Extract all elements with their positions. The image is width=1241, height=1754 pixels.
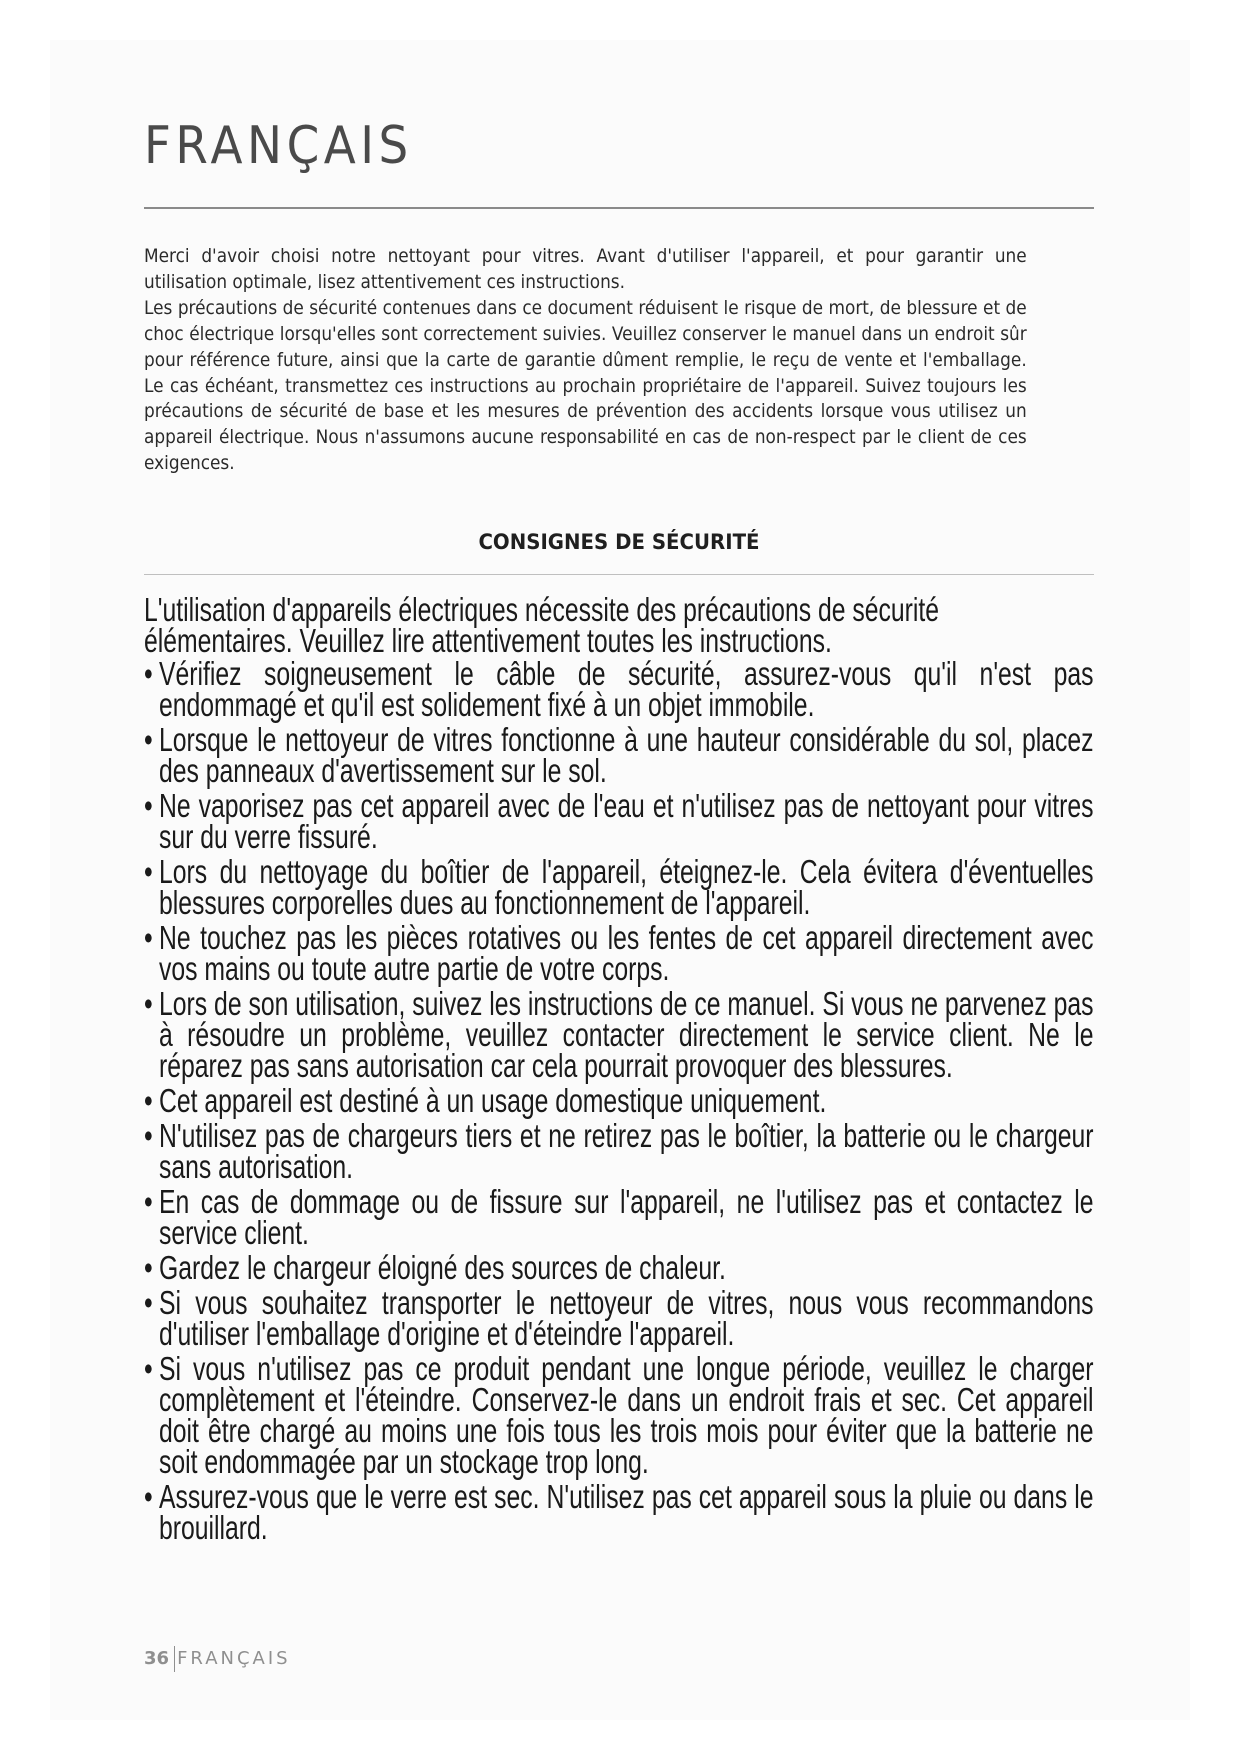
- safety-list-item: [144, 853, 1094, 921]
- bullet-glyph: •: [144, 1183, 153, 1220]
- safety-list-item: [144, 1478, 1094, 1546]
- safety-list-item: [144, 721, 1094, 789]
- bullet-glyph: •: [144, 721, 153, 758]
- page-footer: [144, 1646, 291, 1672]
- safety-instructions: [144, 591, 1094, 1547]
- intro-section: [144, 244, 1027, 476]
- footer-divider: [174, 1646, 175, 1672]
- safety-list-item: [144, 1284, 1094, 1352]
- bullet-glyph: •: [144, 655, 153, 692]
- section-divider: [144, 574, 1094, 575]
- safety-list-item: [144, 655, 1094, 723]
- bullet-glyph: •: [144, 1284, 153, 1321]
- safety-item-text: N'utilisez pas de chargeurs tiers et ne retirez pas le boîtier, la batterie ou le chargeur sans autorisation.: [159, 1117, 1094, 1185]
- safety-item-text: Lors du nettoyage du boîtier de l'appareil, éteignez-le. Cela évitera d'éventuelles blessures corporelles dues au fonctionnement de l'appareil.: [159, 853, 1094, 921]
- bullet-glyph: •: [144, 1350, 153, 1387]
- safety-item-text: Ne vaporisez pas cet appareil avec de l'eau et n'utilisez pas de nettoyant pour vitres sur du verre fissuré.: [159, 787, 1094, 855]
- safety-list-item: [144, 1183, 1094, 1251]
- safety-item-text: Lors de son utilisation, suivez les instructions de ce manuel. Si vous ne parvenez pas à résoudre un problème, veuillez contacter directement le service client. Ne le réparez pas sans autorisation car cela pourrait provoquer des blessures.: [159, 985, 1094, 1084]
- safety-list-item: [144, 919, 1094, 987]
- bullet-glyph: •: [144, 853, 153, 890]
- page-number: 36: [144, 1648, 170, 1669]
- safety-list-item: [144, 1249, 1094, 1286]
- safety-item-text: Lorsque le nettoyeur de vitres fonctionne à une hauteur considérable du sol, placez des panneaux d'avertissement sur le sol.: [159, 721, 1094, 789]
- intro-paragraph: Merci d'avoir choisi notre nettoyant pour vitres. Avant d'utiliser l'appareil, et pour garantir une utilisation optimale, lisez attentivement ces instructions.: [144, 246, 1027, 293]
- safety-item-text: Vérifiez soigneusement le câble de sécurité, assurez-vous qu'il n'est pas endommagé et qu'il est solidement fixé à un objet immobile.: [159, 655, 1094, 723]
- intro-paragraph: Les précautions de sécurité contenues dans ce document réduisent le risque de mort, de blessure et de choc électrique lorsqu'elles sont correctement suivies. Veuillez conserver le manuel dans un endroit sûr pour référence future, ainsi que la carte de garantie dûment remplie, le reçu de vente et l'emballage. Le cas échéant, transmettez ces instructions au prochain propriétaire de l'appareil. Suivez toujours les précautions de sécurité de base et les mesures de prévention des accidents lorsque vous utilisez un appareil électrique. Nous n'assumons aucune responsabilité en cas de non-respect par le client de ces exigences.: [144, 298, 1027, 474]
- safety-list-item: [144, 787, 1094, 855]
- safety-item-text: En cas de dommage ou de fissure sur l'appareil, ne l'utilisez pas et contactez le service client.: [159, 1183, 1094, 1251]
- safety-item-text: Gardez le chargeur éloigné des sources de chaleur.: [159, 1249, 726, 1286]
- safety-lead-text: L'utilisation d'appareils électriques nécessite des précautions de sécurité élémentaires. Veuillez lire attentivement toutes les instructions.: [144, 591, 940, 659]
- safety-item-text: Cet appareil est destiné à un usage domestique uniquement.: [159, 1082, 827, 1119]
- safety-item-text: Si vous n'utilisez pas ce produit pendant une longue période, veuillez le charger complètement et l'éteindre. Conservez-le dans un endroit frais et sec. Cet appareil doit être chargé au moins une fois tous les trois mois pour éviter que la batterie ne soit endommagée par un stockage trop long.: [159, 1350, 1094, 1480]
- bullet-glyph: •: [144, 1082, 153, 1119]
- title-divider: [144, 207, 1094, 209]
- safety-list-item: [144, 985, 1094, 1084]
- safety-item-text: Assurez-vous que le verre est sec. N'utilisez pas cet appareil sous la pluie ou dans le brouillard.: [159, 1478, 1094, 1546]
- safety-list-item: [144, 1350, 1094, 1480]
- bullet-glyph: •: [144, 985, 153, 1022]
- footer-section-label: FRANÇAIS: [177, 1648, 291, 1669]
- bullet-glyph: •: [144, 1117, 153, 1154]
- bullet-glyph: •: [144, 787, 153, 824]
- safety-list-item: [144, 1082, 1094, 1119]
- safety-item-text: Si vous souhaitez transporter le nettoyeur de vitres, nous vous recommandons d'utiliser l'emballage d'origine et d'éteindre l'appareil.: [159, 1284, 1094, 1352]
- safety-list: [144, 655, 1094, 1546]
- section-heading: CONSIGNES DE SÉCURITÉ: [478, 530, 760, 554]
- safety-list-item: [144, 1117, 1094, 1185]
- bullet-glyph: •: [144, 1249, 153, 1286]
- page-title: FRANÇAIS: [144, 116, 413, 176]
- safety-item-text: Ne touchez pas les pièces rotatives ou les fentes de cet appareil directement avec vos mains ou toute autre partie de votre corps.: [159, 919, 1094, 987]
- bullet-glyph: •: [144, 1478, 153, 1515]
- bullet-glyph: •: [144, 919, 153, 956]
